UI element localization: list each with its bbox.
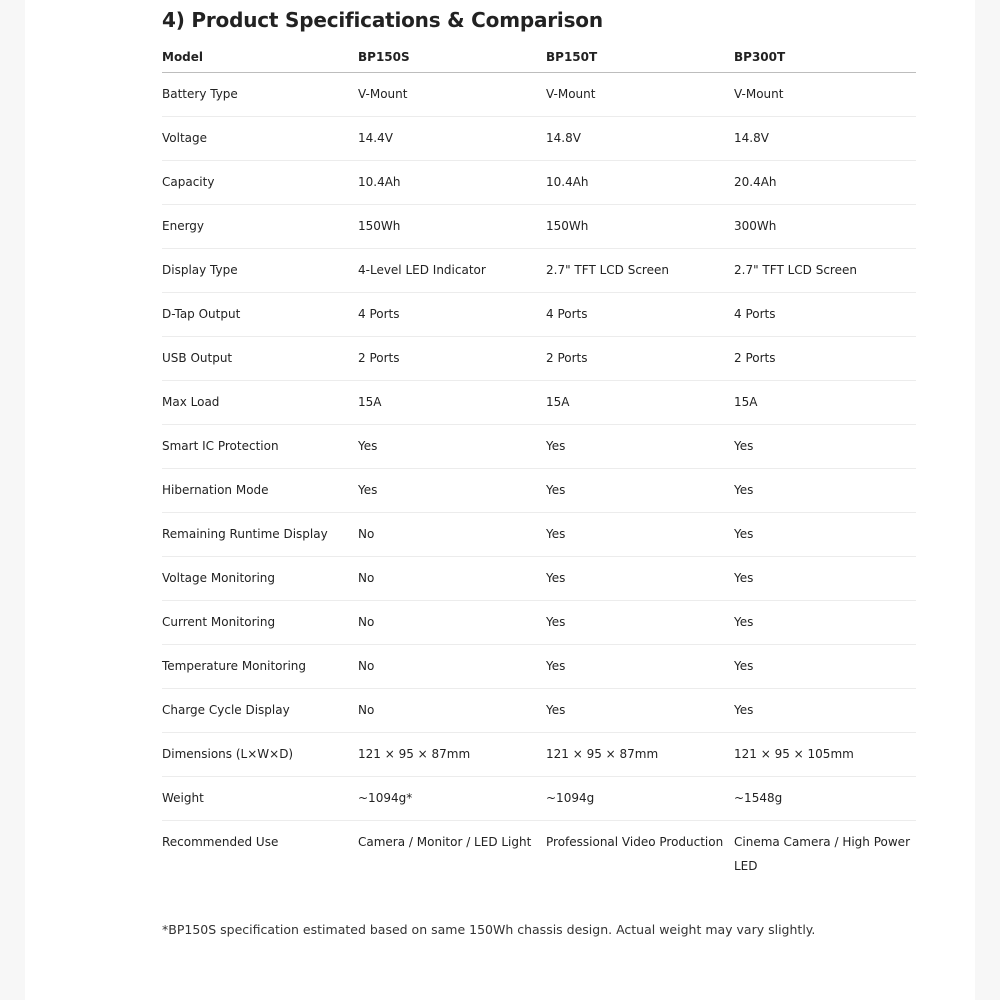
cell-bp150t: Yes — [546, 557, 734, 601]
cell-bp150t: ~1094g — [546, 777, 734, 821]
cell-bp300t: 300Wh — [734, 205, 916, 249]
table-row — [162, 557, 916, 601]
cell-bp150t: Yes — [546, 425, 734, 469]
cell-bp300t: V-Mount — [734, 73, 916, 117]
header-bp150t: BP150T — [546, 38, 734, 73]
cell-bp150s: 2 Ports — [358, 337, 546, 381]
table-row — [162, 337, 916, 381]
table-header-row — [162, 38, 916, 73]
table-row — [162, 513, 916, 557]
header-bp300t: BP300T — [734, 38, 916, 73]
table-row — [162, 73, 916, 117]
cell-bp300t: ~1548g — [734, 777, 916, 821]
table-row — [162, 161, 916, 205]
header-model: Model — [162, 38, 358, 73]
footnote: *BP150S specification estimated based on same 150Wh chassis design. Actual weight may vary slightly. — [162, 922, 816, 937]
cell-bp150s: 4 Ports — [358, 293, 546, 337]
spec-section — [162, 0, 916, 940]
cell-bp150s: 121 × 95 × 87mm — [358, 733, 546, 777]
table-row — [162, 249, 916, 293]
spec-comparison-table — [162, 38, 916, 888]
table-row — [162, 293, 916, 337]
row-label: Remaining Runtime Display — [162, 513, 358, 557]
row-label: USB Output — [162, 337, 358, 381]
cell-bp150t: 4 Ports — [546, 293, 734, 337]
row-label: Charge Cycle Display — [162, 689, 358, 733]
cell-bp300t: Yes — [734, 469, 916, 513]
cell-bp300t: 2 Ports — [734, 337, 916, 381]
cell-bp150s: 14.4V — [358, 117, 546, 161]
cell-bp300t: Yes — [734, 425, 916, 469]
cell-bp150t: 10.4Ah — [546, 161, 734, 205]
cell-bp150t: Yes — [546, 689, 734, 733]
page-background — [25, 0, 975, 1000]
row-label: Dimensions (L×W×D) — [162, 733, 358, 777]
cell-bp150s: 10.4Ah — [358, 161, 546, 205]
row-label: Hibernation Mode — [162, 469, 358, 513]
cell-bp150s: ~1094g* — [358, 777, 546, 821]
cell-bp300t: Yes — [734, 601, 916, 645]
cell-bp150t: 14.8V — [546, 117, 734, 161]
cell-bp150s: No — [358, 513, 546, 557]
cell-bp150t: Yes — [546, 645, 734, 689]
row-label: Current Monitoring — [162, 601, 358, 645]
cell-bp300t: Cinema Camera / High Power LED — [734, 835, 910, 873]
section-title: 4) Product Specifications & Comparison — [162, 8, 603, 32]
table-row — [162, 777, 916, 821]
cell-bp150s: 15A — [358, 381, 546, 425]
cell-bp300t: 20.4Ah — [734, 161, 916, 205]
row-label: Smart IC Protection — [162, 425, 358, 469]
row-label: Recommended Use — [162, 835, 279, 849]
cell-bp150s: Camera / Monitor / LED Light — [358, 835, 532, 849]
table-row — [162, 689, 916, 733]
cell-bp150t: V-Mount — [546, 73, 734, 117]
row-label: Energy — [162, 205, 358, 249]
row-label: Weight — [162, 777, 358, 821]
table-row — [162, 425, 916, 469]
table-row — [162, 205, 916, 249]
cell-bp300t: Yes — [734, 513, 916, 557]
cell-bp150s: No — [358, 645, 546, 689]
cell-bp150t: Yes — [546, 601, 734, 645]
cell-bp150t: 15A — [546, 381, 734, 425]
cell-bp150s: 4-Level LED Indicator — [358, 249, 546, 293]
cell-bp300t: 14.8V — [734, 117, 916, 161]
cell-bp150s: No — [358, 557, 546, 601]
table-row — [162, 469, 916, 513]
cell-bp300t: Yes — [734, 689, 916, 733]
header-bp150s: BP150S — [358, 38, 546, 73]
cell-bp300t: Yes — [734, 645, 916, 689]
cell-bp150t: 121 × 95 × 87mm — [546, 733, 734, 777]
table-row — [162, 733, 916, 777]
cell-bp150t: 2 Ports — [546, 337, 734, 381]
row-label: Display Type — [162, 249, 358, 293]
cell-bp300t: Yes — [734, 557, 916, 601]
cell-bp150s: No — [358, 601, 546, 645]
cell-bp300t: 4 Ports — [734, 293, 916, 337]
table-row — [162, 645, 916, 689]
cell-bp300t: 15A — [734, 381, 916, 425]
table-row — [162, 601, 916, 645]
row-label: Capacity — [162, 161, 358, 205]
cell-bp150s: No — [358, 689, 546, 733]
table-row — [162, 821, 916, 889]
row-label: D-Tap Output — [162, 293, 358, 337]
row-label: Battery Type — [162, 73, 358, 117]
cell-bp300t: 121 × 95 × 105mm — [734, 733, 916, 777]
row-label: Max Load — [162, 381, 358, 425]
row-label: Voltage Monitoring — [162, 557, 358, 601]
cell-bp150s: Yes — [358, 425, 546, 469]
cell-bp150t: Yes — [546, 469, 734, 513]
cell-bp150s: Yes — [358, 469, 546, 513]
cell-bp150s: 150Wh — [358, 205, 546, 249]
cell-bp300t: 2.7" TFT LCD Screen — [734, 249, 916, 293]
cell-bp150t: Yes — [546, 513, 734, 557]
table-row — [162, 381, 916, 425]
cell-bp150t: 150Wh — [546, 205, 734, 249]
cell-bp150t: 2.7" TFT LCD Screen — [546, 249, 734, 293]
row-label: Voltage — [162, 117, 358, 161]
cell-bp150s: V-Mount — [358, 73, 546, 117]
table-row — [162, 117, 916, 161]
row-label: Temperature Monitoring — [162, 645, 358, 689]
cell-bp150t: Professional Video Production — [546, 835, 724, 849]
